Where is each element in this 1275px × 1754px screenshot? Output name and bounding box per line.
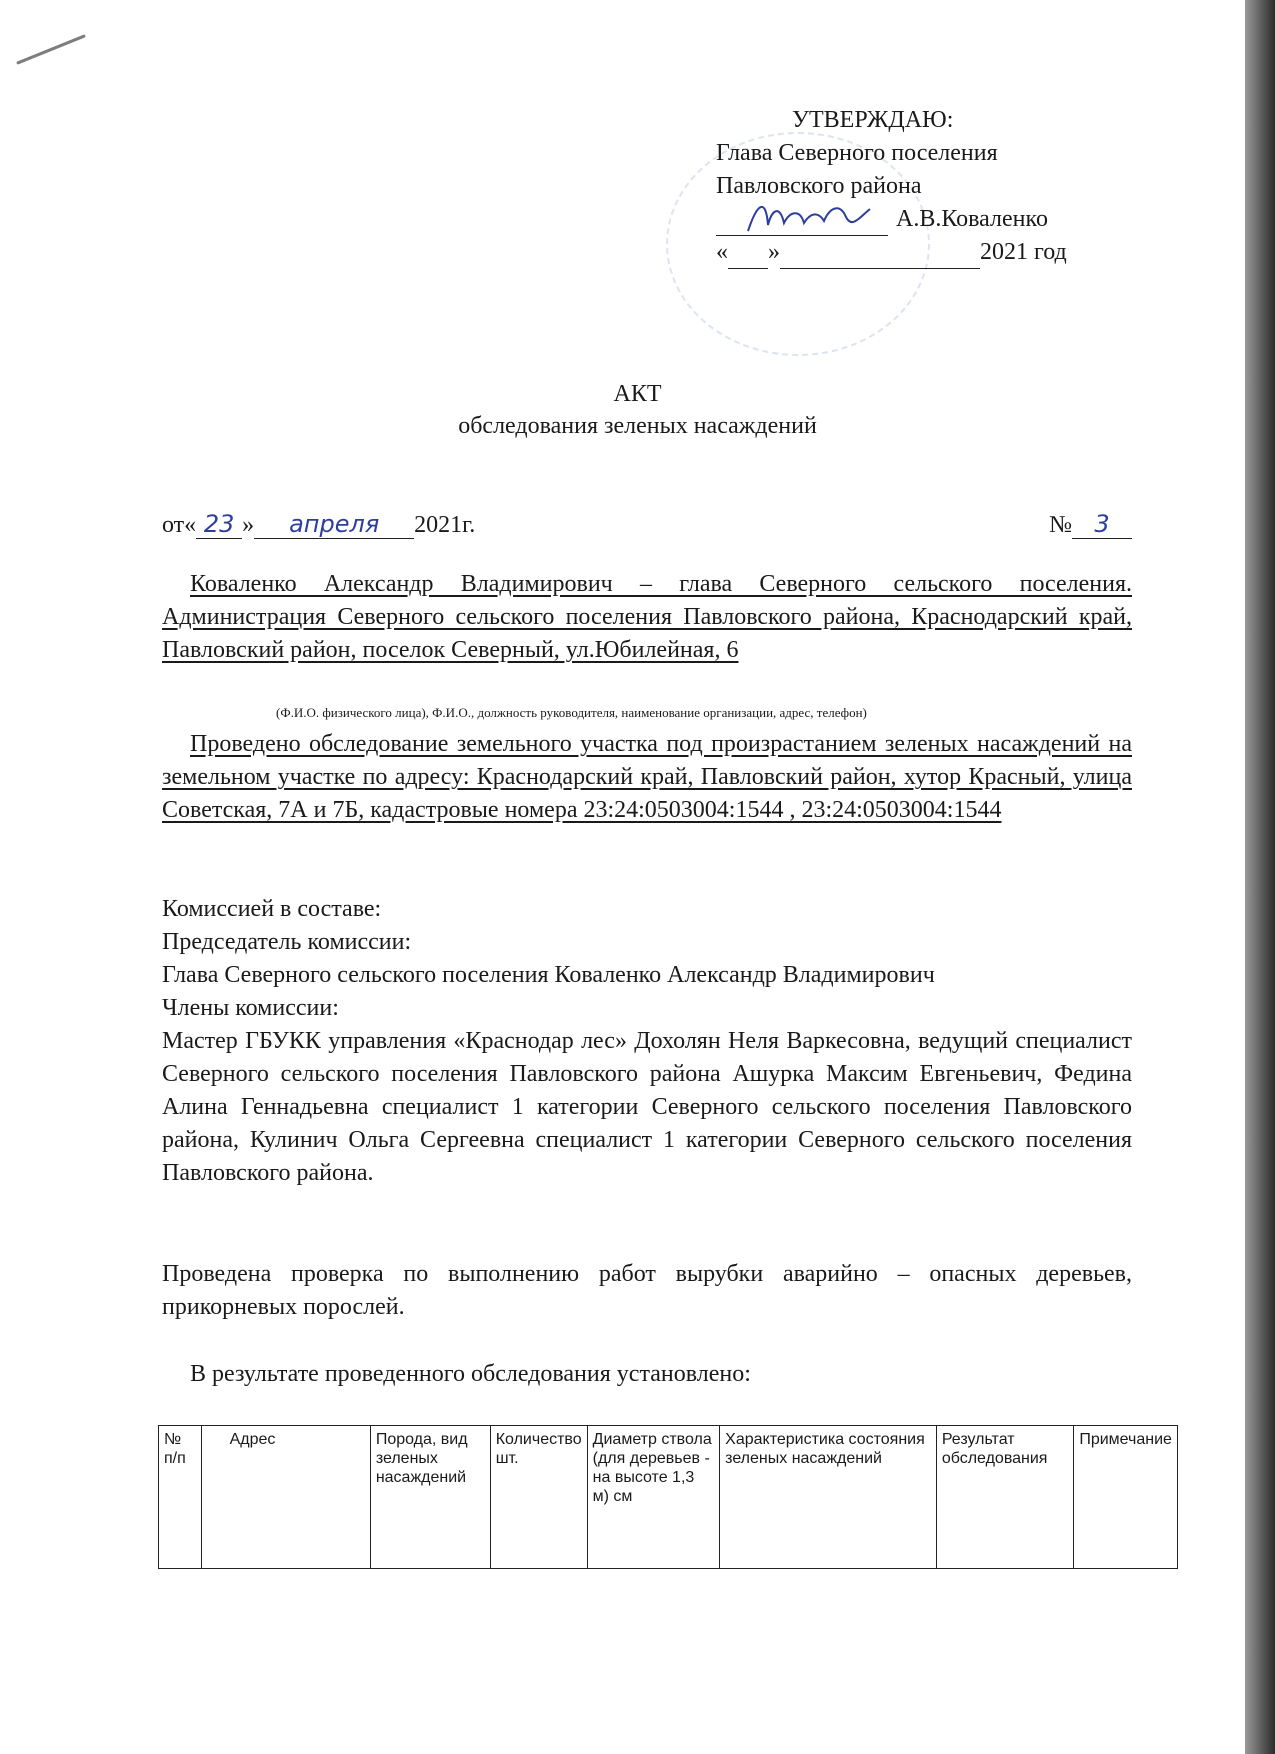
handwritten-signature xyxy=(744,195,874,239)
approval-date-year: 2021 год xyxy=(980,239,1067,265)
col-result: Результат обследования xyxy=(936,1426,1074,1569)
act-number-value: 3 xyxy=(1072,508,1132,539)
approval-block xyxy=(716,104,1116,269)
act-number xyxy=(1049,508,1132,541)
approval-line-1: Глава Северного поселения xyxy=(716,140,998,166)
col-address: Адрес xyxy=(201,1426,370,1569)
approval-date-mid: » xyxy=(768,239,780,265)
approval-heading: УТВЕРЖДАЮ: xyxy=(792,107,954,133)
members-text: Мастер ГБУКК управления «Краснодар лес» Дохолян Неля Варкесовна, ведущий специалист Северного сельского поселения Павловского района Ашурка Максим Евгеньевич, Федина Алина Геннадьевна специалист 1 категории Северного сельского поселения Павловского района, Кулинич Ольга Сергеевна специалист 1 категории Северного сельского поселения Павловского района. xyxy=(162,1028,1132,1186)
date-day: 23 xyxy=(196,508,242,539)
approval-date-line xyxy=(716,236,1116,269)
chair-name: Глава Северного сельского поселения Коваленко Александр Владимирович xyxy=(162,962,935,988)
result-intro: В результате проведенного обследования установлено: xyxy=(190,1361,751,1387)
staple-mark xyxy=(16,34,86,65)
owner-paragraph: Коваленко Александр Владимирович – глава Северного сельского поселения. Администрация Северного сельского поселения Павловского района, Краснодарский край, Павловский район, поселок Северный, ул.Юбилейная, 6 xyxy=(162,571,1132,663)
approval-day-blank xyxy=(728,244,768,269)
col-species: Порода, вид зеленых насаждений xyxy=(370,1426,490,1569)
approval-month-blank xyxy=(780,244,980,269)
act-number-label: № xyxy=(1049,512,1072,538)
approval-signer: А.В.Коваленко xyxy=(896,206,1048,232)
approval-signature-line xyxy=(716,203,1116,236)
approval-date-open: « xyxy=(716,239,728,265)
check-paragraph: Проведена проверка по выполнению работ вырубки аварийно – опасных деревьев, прикорневых порослей. xyxy=(162,1261,1132,1320)
scan-edge xyxy=(1245,0,1275,1754)
col-quantity: Количество шт. xyxy=(490,1426,587,1569)
table-header-row xyxy=(159,1426,1178,1569)
date-month: апреля xyxy=(254,508,414,539)
document-title xyxy=(0,378,1275,442)
title-main: АКТ xyxy=(613,381,662,407)
date-year: 2021г. xyxy=(414,512,476,538)
date-prefix: от« xyxy=(162,512,197,538)
col-note: Примечание xyxy=(1074,1426,1178,1569)
signature-field xyxy=(716,211,888,236)
act-date-line xyxy=(162,508,1132,541)
results-table xyxy=(158,1425,1178,1569)
commission-heading: Комиссией в составе: xyxy=(162,896,382,922)
col-condition: Характеристика состояния зеленых насаждений xyxy=(720,1426,937,1569)
members-label: Члены комиссии: xyxy=(162,995,339,1021)
title-sub: обследования зеленых насаждений xyxy=(458,413,817,439)
col-diameter: Диаметр ствола (для деревьев - на высоте 1,3 м) см xyxy=(587,1426,720,1569)
chair-label: Председатель комиссии: xyxy=(162,929,412,955)
approval-line-2: Павловского района xyxy=(716,173,922,199)
owner-hint: (Ф.И.О. физического лица), Ф.И.О., должность руководителя, наименование организации, адрес, телефон) xyxy=(276,705,867,720)
survey-paragraph: Проведено обследование земельного участка под произрастанием зеленых насаждений на земельном участке по адресу: Краснодарский край, Павловский район, хутор Красный, улица Советская, 7А и 7Б, кадастровые номера 23:24:0503004:1544 , 23:24:0503004:1544 xyxy=(162,731,1132,823)
date-close: » xyxy=(242,512,255,538)
col-number: № п/п xyxy=(159,1426,202,1569)
